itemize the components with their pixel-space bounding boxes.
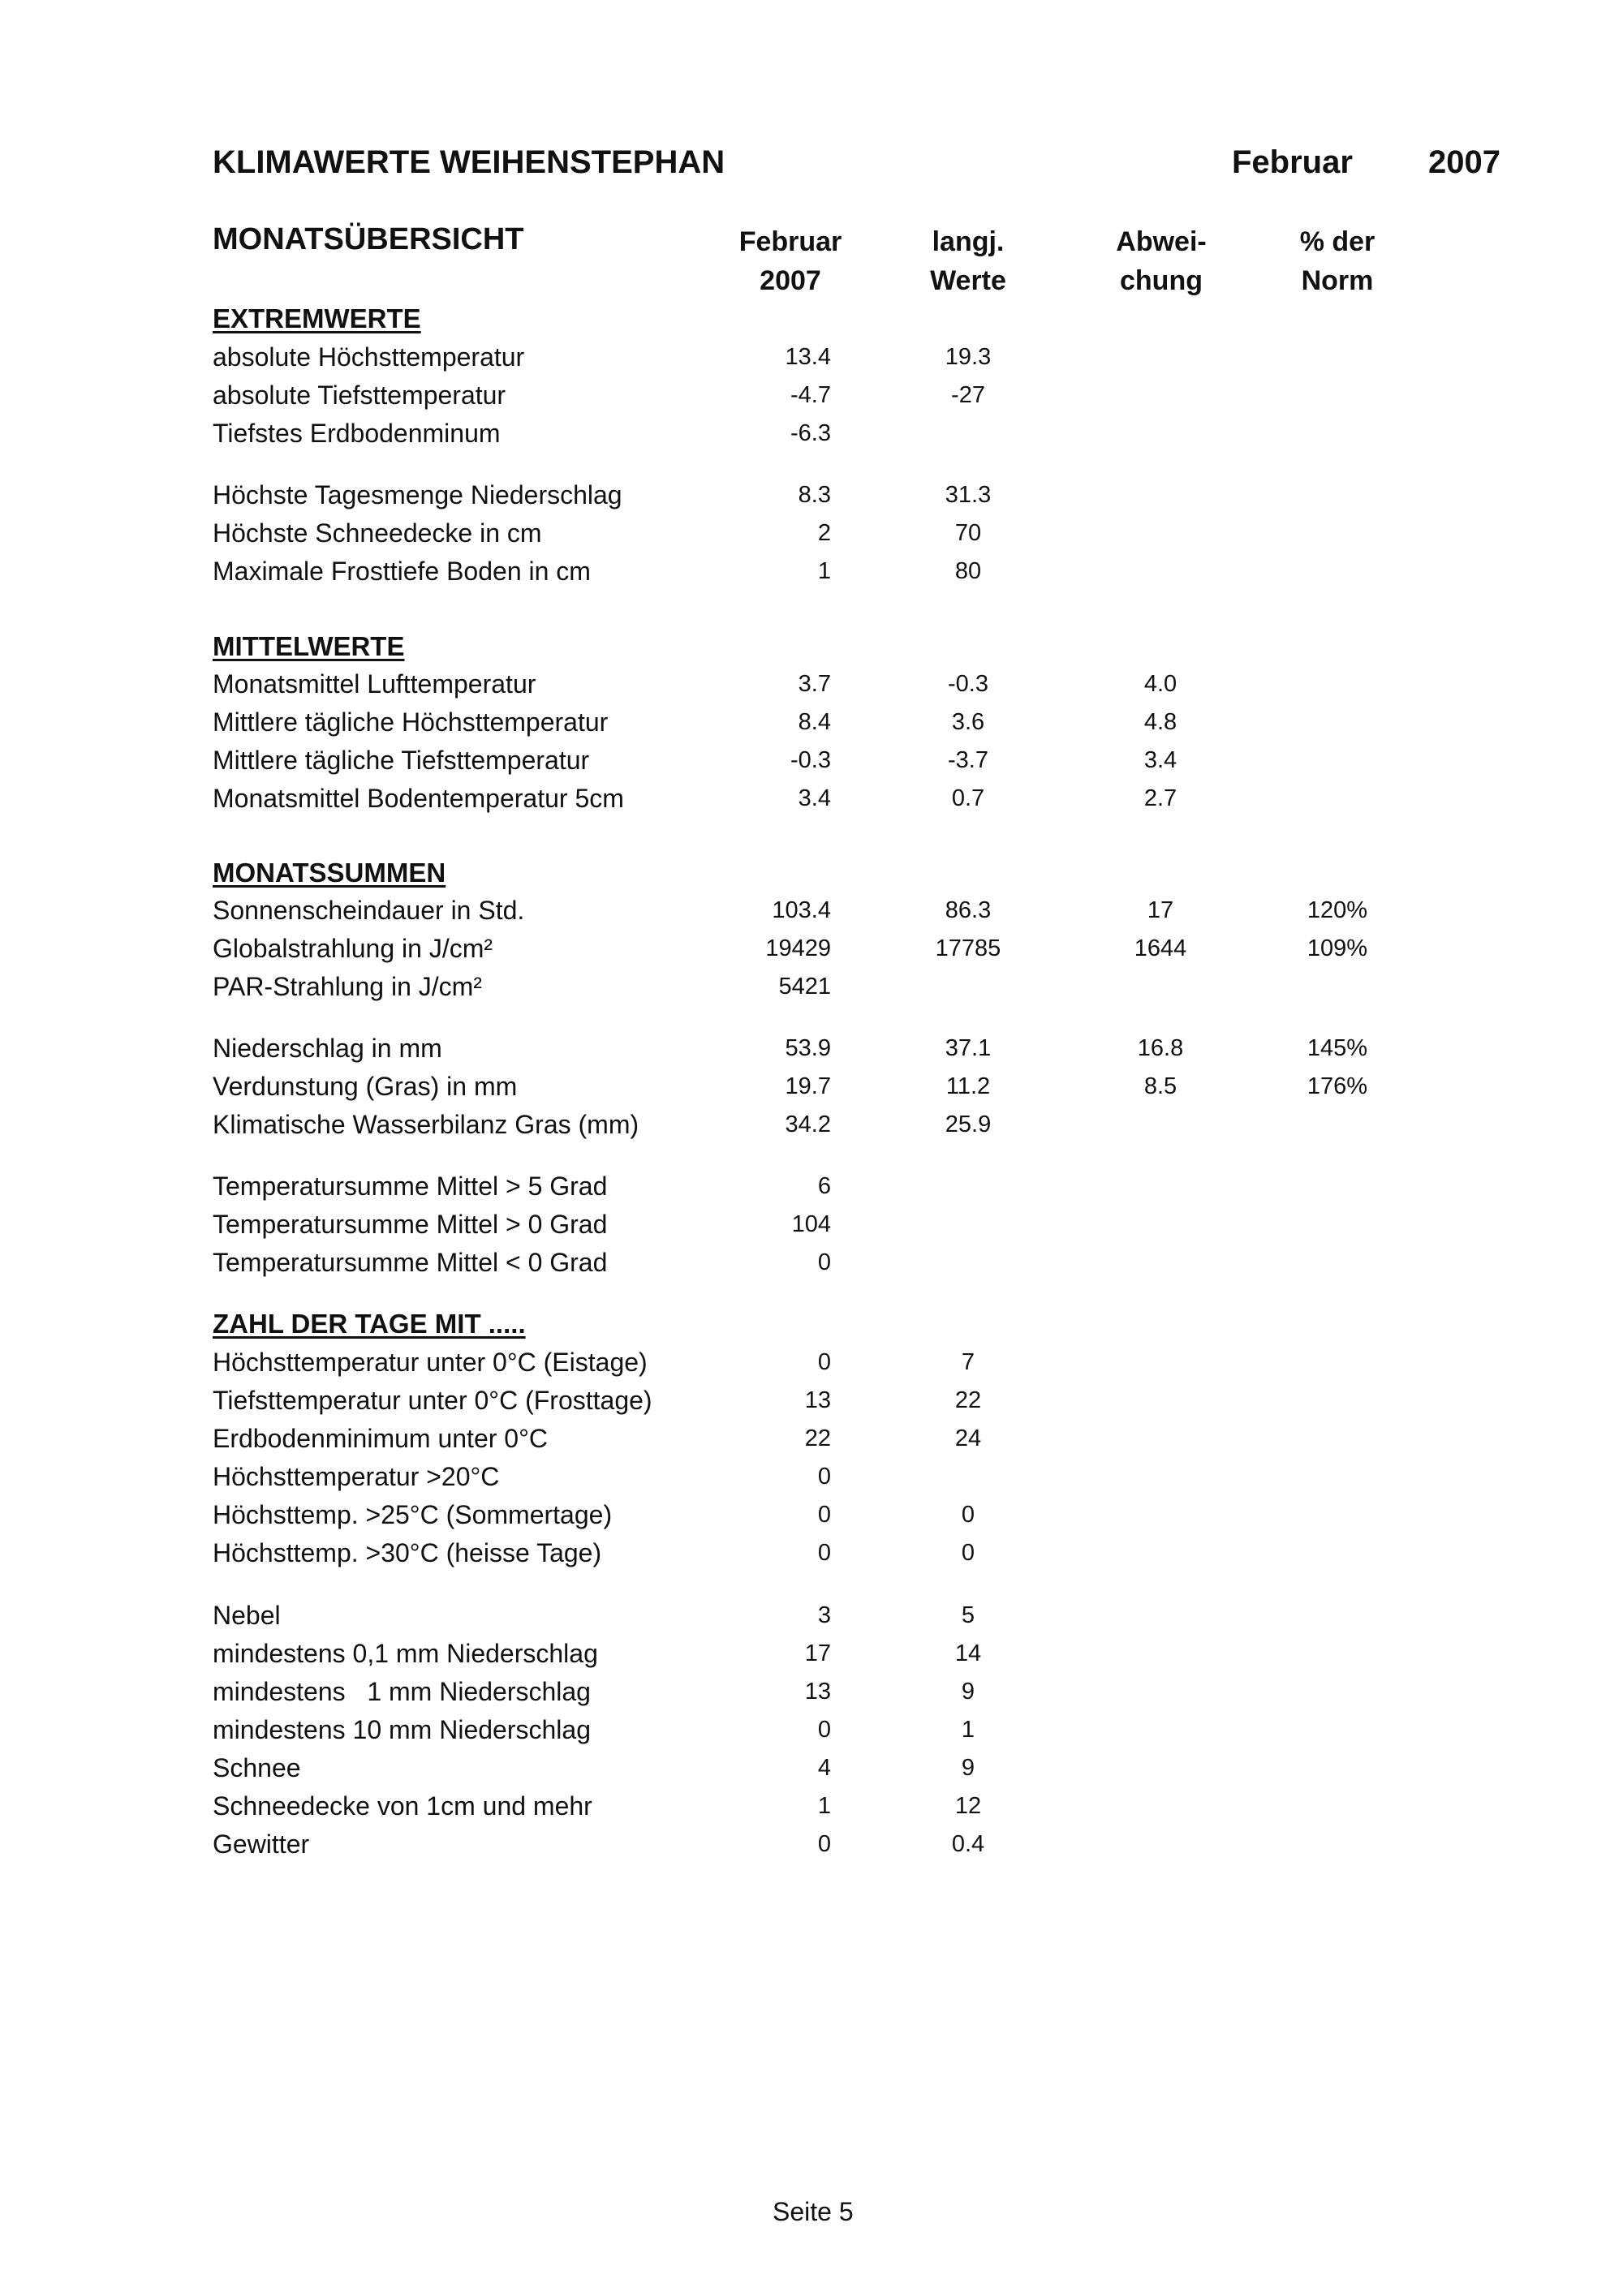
value-februar: 13 [804, 1679, 831, 1705]
value-langjaehrig: 0 [961, 1540, 975, 1566]
value-februar: 8.3 [798, 482, 831, 508]
value-langjaehrig: 12 [954, 1793, 982, 1819]
value-langjaehrig: 0 [961, 1502, 975, 1528]
value-langjaehrig: -0.3 [948, 671, 988, 697]
value-februar: 5421 [778, 974, 831, 1000]
value-prozent-norm: 176% [1307, 1073, 1368, 1099]
value-februar: 34.2 [785, 1111, 831, 1137]
value-februar: 3.7 [798, 671, 831, 697]
value-langjaehrig: 5 [961, 1602, 975, 1628]
column-header-prozent-norm [1248, 222, 1427, 300]
section-zahl-der-tage: ZAHL DER TAGE MIT ..... [213, 1309, 526, 1339]
section-extremwerte: EXTREMWERTE [213, 303, 421, 333]
row-label: Globalstrahlung in J/cm² [213, 934, 493, 963]
value-langjaehrig: -3.7 [948, 747, 988, 773]
row-label: Tiefsttemperatur unter 0°C (Frosttage) [213, 1386, 652, 1415]
column-header-line1: Februar [738, 226, 842, 257]
row-label: Monatsmittel Bodentemperatur 5cm [213, 784, 624, 813]
row-label: mindestens 0,1 mm Niederschlag [213, 1639, 598, 1668]
row-label: Verdunstung (Gras) in mm [213, 1072, 518, 1101]
row-label: Klimatische Wasserbilanz Gras (mm) [213, 1110, 639, 1139]
value-langjaehrig: 25.9 [945, 1111, 992, 1137]
value-langjaehrig: 70 [954, 520, 982, 546]
value-februar: 0 [817, 1831, 831, 1857]
value-langjaehrig: 22 [954, 1387, 982, 1413]
value-februar: 6 [817, 1173, 831, 1199]
section-monatssummen: MONATSSUMMEN [213, 858, 446, 888]
value-langjaehrig: 0.7 [951, 785, 985, 811]
value-februar: 19.7 [785, 1073, 831, 1099]
row-label: Tiefstes Erdbodenminum [213, 419, 501, 448]
row-label: Maximale Frosttiefe Boden in cm [213, 557, 591, 586]
value-langjaehrig: 0.4 [951, 1831, 985, 1857]
row-label: PAR-Strahlung in J/cm² [213, 972, 482, 1001]
row-label: Niederschlag in mm [213, 1034, 442, 1063]
value-langjaehrig: 86.3 [945, 897, 992, 923]
value-februar: 0 [817, 1249, 831, 1275]
value-abweichung: 17 [1147, 897, 1174, 923]
value-februar: 1 [817, 558, 831, 584]
value-abweichung: 3.4 [1143, 747, 1177, 773]
value-februar: -4.7 [790, 382, 831, 408]
value-langjaehrig: 9 [961, 1679, 975, 1705]
value-abweichung: 16.8 [1137, 1035, 1184, 1061]
value-februar: 22 [804, 1425, 831, 1451]
value-langjaehrig: 24 [954, 1425, 982, 1451]
document-title: KLIMAWERTE WEIHENSTEPHAN [213, 144, 725, 180]
row-label: Sonnenscheindauer in Std. [213, 896, 525, 925]
row-label: Nebel [213, 1601, 281, 1630]
value-langjaehrig: 17785 [935, 935, 1001, 961]
value-februar: 2 [817, 520, 831, 546]
row-label: Höchste Schneedecke in cm [213, 518, 542, 548]
row-label: Höchste Tagesmenge Niederschlag [213, 480, 622, 510]
row-label: Höchsttemp. >30°C (heisse Tage) [213, 1538, 602, 1567]
column-header-abweichung [1072, 222, 1251, 300]
value-februar: 19429 [765, 935, 831, 961]
value-februar: 17 [804, 1640, 831, 1666]
value-prozent-norm: 145% [1307, 1035, 1368, 1061]
value-februar: 0 [817, 1464, 831, 1490]
header-year: 2007 [1428, 144, 1500, 180]
value-februar: 13 [804, 1387, 831, 1413]
column-header-line2: Norm [1301, 265, 1374, 296]
row-label: Monatsmittel Lufttemperatur [213, 669, 536, 699]
value-februar: 3.4 [798, 785, 831, 811]
row-label: Schnee [213, 1753, 301, 1782]
value-februar: 104 [791, 1211, 831, 1237]
section-mittelwerte: MITTELWERTE [213, 631, 405, 661]
row-label: Temperatursumme Mittel > 5 Grad [213, 1172, 608, 1201]
value-abweichung: 4.0 [1143, 671, 1177, 697]
row-label: Erdbodenminimum unter 0°C [213, 1424, 548, 1453]
value-prozent-norm: 120% [1307, 897, 1368, 923]
row-label: Temperatursumme Mittel > 0 Grad [213, 1210, 608, 1239]
column-header-line2: chung [1120, 265, 1203, 296]
row-label: absolute Tiefsttemperatur [213, 381, 506, 410]
value-langjaehrig: 1 [961, 1717, 975, 1743]
value-februar: -0.3 [790, 747, 831, 773]
value-langjaehrig: 11.2 [945, 1073, 991, 1099]
row-label: Höchsttemperatur unter 0°C (Eistage) [213, 1348, 648, 1377]
row-label: Mittlere tägliche Tiefsttemperatur [213, 746, 590, 775]
value-februar: 0 [817, 1502, 831, 1528]
value-februar: 0 [817, 1540, 831, 1566]
value-langjaehrig: 14 [954, 1640, 982, 1666]
column-header-line2: Werte [930, 265, 1006, 296]
value-februar: 0 [817, 1349, 831, 1375]
value-februar: 0 [817, 1717, 831, 1743]
value-prozent-norm: 109% [1307, 935, 1368, 961]
row-label: Gewitter [213, 1829, 310, 1859]
value-langjaehrig: 3.6 [951, 709, 985, 735]
value-februar: 1 [817, 1793, 831, 1819]
value-februar: 53.9 [785, 1035, 831, 1061]
value-februar: 8.4 [798, 709, 831, 735]
value-langjaehrig: 80 [954, 558, 982, 584]
column-header-line1: Abwei- [1116, 226, 1207, 257]
row-label: Schneedecke von 1cm und mehr [213, 1791, 592, 1821]
value-februar: 3 [817, 1602, 831, 1628]
value-langjaehrig: 19.3 [945, 344, 992, 370]
column-header-line1: langj. [932, 226, 1005, 257]
value-abweichung: 1644 [1134, 935, 1187, 961]
value-langjaehrig: 37.1 [945, 1035, 992, 1061]
column-header-line1: % der [1299, 226, 1375, 257]
row-label: Höchsttemperatur >20°C [213, 1462, 500, 1491]
value-langjaehrig: 31.3 [945, 482, 992, 508]
value-langjaehrig: 7 [961, 1349, 975, 1375]
header-month: Februar [1232, 144, 1353, 180]
column-header-line2: 2007 [760, 265, 821, 296]
row-label: Mittlere tägliche Höchsttemperatur [213, 707, 609, 737]
value-februar: 4 [817, 1755, 831, 1781]
value-langjaehrig: 9 [961, 1755, 975, 1781]
value-februar: -6.3 [790, 420, 831, 446]
row-label: mindestens 1 mm Niederschlag [213, 1677, 591, 1706]
column-header-langjaehrig [879, 222, 1057, 300]
value-abweichung: 2.7 [1143, 785, 1177, 811]
row-label: Temperatursumme Mittel < 0 Grad [213, 1248, 608, 1277]
row-label: absolute Höchsttemperatur [213, 342, 525, 372]
value-abweichung: 8.5 [1143, 1073, 1177, 1099]
value-februar: 103.4 [772, 897, 831, 923]
value-februar: 13.4 [785, 344, 831, 370]
page-number: Seite 5 [773, 2197, 854, 2226]
column-header-februar [701, 222, 880, 300]
row-label: mindestens 10 mm Niederschlag [213, 1715, 591, 1744]
value-abweichung: 4.8 [1143, 709, 1177, 735]
value-langjaehrig: -27 [951, 382, 985, 408]
row-label: Höchsttemp. >25°C (Sommertage) [213, 1500, 613, 1529]
overview-title: MONATSÜBERSICHT [213, 222, 524, 256]
